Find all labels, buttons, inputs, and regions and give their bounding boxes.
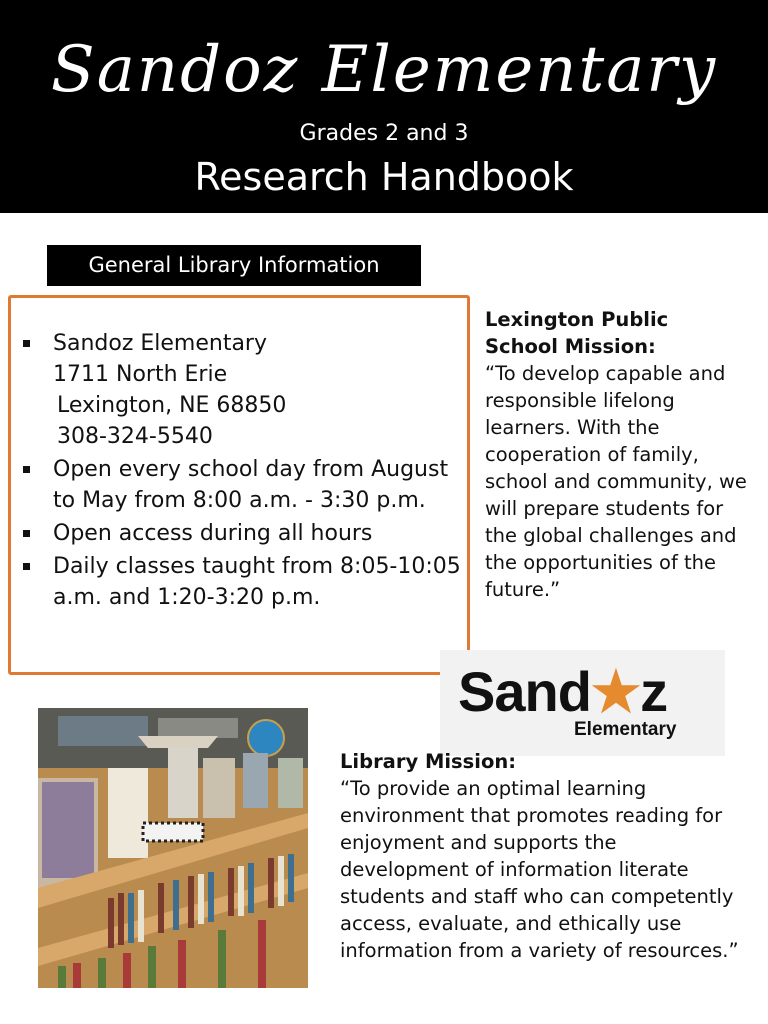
general-library-info-label: General Library Information — [47, 245, 421, 286]
grades-subtitle: Grades 2 and 3 — [299, 121, 469, 146]
address-phone: 308-324-5540 — [57, 424, 213, 449]
library-shelves-illustration — [38, 708, 308, 988]
address-school-name: Sandoz Elementary — [53, 331, 267, 356]
star-icon: ★ — [590, 660, 641, 723]
address-city: Lexington, NE 68850 — [57, 393, 287, 418]
list-item-hours — [21, 454, 461, 516]
sandoz-logo — [440, 650, 725, 756]
school-name-title: Sandoz Elementary — [50, 33, 718, 107]
handbook-title: Research Handbook — [194, 155, 574, 199]
logo-word-right: z — [640, 660, 668, 723]
library-info-list — [21, 328, 461, 615]
logo-subtitle: Elementary — [574, 719, 677, 740]
library-shelves-photo — [38, 708, 308, 988]
bullet-icon — [23, 340, 30, 347]
header-banner — [0, 0, 768, 213]
classes-text: Daily classes taught from 8:05-10:05 a.m. and 1:20-3:20 p.m. — [53, 554, 461, 610]
library-mission — [340, 748, 750, 964]
bullet-icon — [23, 530, 30, 537]
hours-text: Open every school day from August to May from 8:00 a.m. - 3:30 p.m. — [53, 457, 449, 513]
district-mission-title: Lexington Public School Mission: — [485, 308, 669, 358]
district-mission — [485, 306, 747, 603]
logo-wordmark — [458, 662, 667, 722]
bullet-icon — [23, 563, 30, 570]
address-street: 1711 North Erie — [53, 362, 228, 387]
list-item-access — [21, 518, 461, 549]
library-mission-text: “To provide an optimal learning environment that promotes reading for enjoyment and supports the development of information literate students and staff who can competently access, evaluate, and ethically use information from a variety of resources.” — [340, 777, 739, 962]
logo-word-left: Sand — [458, 660, 591, 723]
district-mission-text: “To develop capable and responsible lifelong learners. With the cooperation of family, school and community, we will prepare students for the global challenges and the opportunities of the future.” — [485, 362, 747, 601]
library-info-box — [8, 295, 470, 675]
list-item-address — [21, 328, 461, 452]
list-item-classes — [21, 551, 461, 613]
access-text: Open access during all hours — [53, 521, 373, 546]
bullet-icon — [23, 466, 30, 473]
library-mission-title: Library Mission: — [340, 750, 517, 773]
